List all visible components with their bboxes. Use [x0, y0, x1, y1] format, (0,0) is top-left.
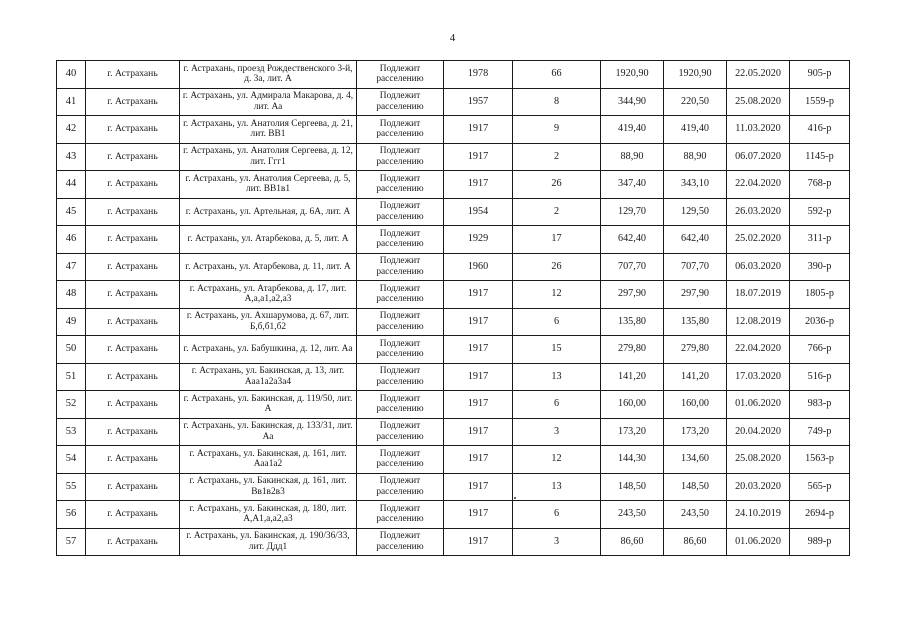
address-cell: г. Астрахань, ул. Бакинская, д. 161, лит. Ааа1а2 [180, 446, 357, 474]
living-area-cell: 129,50 [664, 198, 727, 226]
address-cell: г. Астрахань, ул. Бакинская, д. 119/50, лит. А [180, 391, 357, 419]
address-cell: г. Астрахань, ул. Бакинская, д. 190/36/33, лит. Ддд1 [180, 528, 357, 556]
year-built-cell: 1917 [444, 363, 513, 391]
residents-cell: 13 [513, 473, 601, 501]
total-area-cell: 642,40 [601, 226, 664, 254]
living-area-cell: 297,90 [664, 281, 727, 309]
address-cell: г. Астрахань, ул. Атарбекова, д. 11, лит. А [180, 253, 357, 281]
row-number: 54 [57, 446, 86, 474]
city-cell: г. Астрахань [86, 61, 180, 89]
year-built-cell: 1917 [444, 308, 513, 336]
address-cell: г. Астрахань, ул. Анатолия Сергеева, д. 21, лит. ВВ1 [180, 116, 357, 144]
total-area-cell: 148,50 [601, 473, 664, 501]
total-area-cell: 173,20 [601, 418, 664, 446]
table-row [57, 528, 850, 556]
status-cell: Подлежит расселению [357, 308, 444, 336]
row-number: 53 [57, 418, 86, 446]
order-number-cell: 1145-р [790, 143, 850, 171]
address-cell: г. Астрахань, ул. Бабушкина, д. 12, лит. Аа [180, 336, 357, 364]
year-built-cell: 1917 [444, 473, 513, 501]
year-built-cell: 1917 [444, 171, 513, 199]
total-area-cell: 347,40 [601, 171, 664, 199]
table-row [57, 446, 850, 474]
decision-date-cell: 26.03.2020 [727, 198, 790, 226]
housing-registry-table [56, 60, 850, 556]
status-cell: Подлежит расселению [357, 418, 444, 446]
status-cell: Подлежит расселению [357, 198, 444, 226]
decision-date-cell: 22.04.2020 [727, 171, 790, 199]
living-area-cell: 343,10 [664, 171, 727, 199]
living-area-cell: 141,20 [664, 363, 727, 391]
decision-date-cell: 20.04.2020 [727, 418, 790, 446]
table-row [57, 501, 850, 529]
scan-speck [514, 497, 516, 499]
table-row [57, 88, 850, 116]
year-built-cell: 1917 [444, 501, 513, 529]
table-row [57, 363, 850, 391]
decision-date-cell: 25.08.2020 [727, 446, 790, 474]
address-cell: г. Астрахань, ул. Бакинская, д. 161, лит. Вв1в2в3 [180, 473, 357, 501]
decision-date-cell: 06.07.2020 [727, 143, 790, 171]
city-cell: г. Астрахань [86, 363, 180, 391]
order-number-cell: 516-р [790, 363, 850, 391]
decision-date-cell: 22.04.2020 [727, 336, 790, 364]
decision-date-cell: 22.05.2020 [727, 61, 790, 89]
residents-cell: 3 [513, 418, 601, 446]
living-area-cell: 243,50 [664, 501, 727, 529]
table-row [57, 116, 850, 144]
row-number: 41 [57, 88, 86, 116]
order-number-cell: 1559-р [790, 88, 850, 116]
living-area-cell: 173,20 [664, 418, 727, 446]
residents-cell: 15 [513, 336, 601, 364]
order-number-cell: 749-р [790, 418, 850, 446]
order-number-cell: 1563-р [790, 446, 850, 474]
decision-date-cell: 11.03.2020 [727, 116, 790, 144]
residents-cell: 6 [513, 501, 601, 529]
address-cell: г. Астрахань, ул. Бакинская, д. 133/31, лит. Аа [180, 418, 357, 446]
table-row [57, 308, 850, 336]
decision-date-cell: 25.02.2020 [727, 226, 790, 254]
living-area-cell: 419,40 [664, 116, 727, 144]
address-cell: г. Астрахань, ул. Анатолия Сергеева, д. 5, лит. ВВ1в1 [180, 171, 357, 199]
city-cell: г. Астрахань [86, 418, 180, 446]
city-cell: г. Астрахань [86, 281, 180, 309]
row-number: 50 [57, 336, 86, 364]
city-cell: г. Астрахань [86, 336, 180, 364]
residents-cell: 17 [513, 226, 601, 254]
row-number: 55 [57, 473, 86, 501]
order-number-cell: 565-р [790, 473, 850, 501]
living-area-cell: 1920,90 [664, 61, 727, 89]
table-row [57, 391, 850, 419]
residents-cell: 6 [513, 308, 601, 336]
row-number: 46 [57, 226, 86, 254]
residents-cell: 66 [513, 61, 601, 89]
address-cell: г. Астрахань, ул. Артельная, д. 6А, лит. А [180, 198, 357, 226]
table-row [57, 226, 850, 254]
status-cell: Подлежит расселению [357, 143, 444, 171]
status-cell: Подлежит расселению [357, 528, 444, 556]
decision-date-cell: 06.03.2020 [727, 253, 790, 281]
order-number-cell: 311-р [790, 226, 850, 254]
total-area-cell: 129,70 [601, 198, 664, 226]
year-built-cell: 1917 [444, 281, 513, 309]
row-number: 49 [57, 308, 86, 336]
residents-cell: 13 [513, 363, 601, 391]
order-number-cell: 592-р [790, 198, 850, 226]
residents-cell: 2 [513, 143, 601, 171]
total-area-cell: 243,50 [601, 501, 664, 529]
total-area-cell: 88,90 [601, 143, 664, 171]
city-cell: г. Астрахань [86, 171, 180, 199]
order-number-cell: 2036-р [790, 308, 850, 336]
city-cell: г. Астрахань [86, 308, 180, 336]
order-number-cell: 768-р [790, 171, 850, 199]
year-built-cell: 1978 [444, 61, 513, 89]
residents-cell: 8 [513, 88, 601, 116]
year-built-cell: 1917 [444, 528, 513, 556]
page-number: 4 [449, 32, 456, 44]
address-cell: г. Астрахань, ул. Атарбекова, д. 17, лит. А,а,а1,а2,а3 [180, 281, 357, 309]
total-area-cell: 297,90 [601, 281, 664, 309]
city-cell: г. Астрахань [86, 226, 180, 254]
table-row [57, 198, 850, 226]
residents-cell: 26 [513, 171, 601, 199]
row-number: 44 [57, 171, 86, 199]
status-cell: Подлежит расселению [357, 473, 444, 501]
year-built-cell: 1917 [444, 336, 513, 364]
decision-date-cell: 17.03.2020 [727, 363, 790, 391]
row-number: 42 [57, 116, 86, 144]
address-cell: г. Астрахань, ул. Бакинская, д. 180, лит. А,А1,а,а2,а3 [180, 501, 357, 529]
city-cell: г. Астрахань [86, 143, 180, 171]
decision-date-cell: 25.08.2020 [727, 88, 790, 116]
year-built-cell: 1917 [444, 143, 513, 171]
table-row [57, 281, 850, 309]
total-area-cell: 419,40 [601, 116, 664, 144]
status-cell: Подлежит расселению [357, 253, 444, 281]
decision-date-cell: 20.03.2020 [727, 473, 790, 501]
city-cell: г. Астрахань [86, 473, 180, 501]
table-row [57, 473, 850, 501]
status-cell: Подлежит расселению [357, 391, 444, 419]
year-built-cell: 1957 [444, 88, 513, 116]
living-area-cell: 135,80 [664, 308, 727, 336]
total-area-cell: 344,90 [601, 88, 664, 116]
city-cell: г. Астрахань [86, 501, 180, 529]
table-row [57, 253, 850, 281]
living-area-cell: 86,60 [664, 528, 727, 556]
table-row [57, 336, 850, 364]
status-cell: Подлежит расселению [357, 226, 444, 254]
order-number-cell: 989-р [790, 528, 850, 556]
residents-cell: 26 [513, 253, 601, 281]
total-area-cell: 86,60 [601, 528, 664, 556]
row-number: 43 [57, 143, 86, 171]
year-built-cell: 1929 [444, 226, 513, 254]
row-number: 57 [57, 528, 86, 556]
living-area-cell: 220,50 [664, 88, 727, 116]
status-cell: Подлежит расселению [357, 61, 444, 89]
total-area-cell: 279,80 [601, 336, 664, 364]
residents-cell: 12 [513, 281, 601, 309]
row-number: 56 [57, 501, 86, 529]
total-area-cell: 160,00 [601, 391, 664, 419]
total-area-cell: 135,80 [601, 308, 664, 336]
decision-date-cell: 01.06.2020 [727, 528, 790, 556]
living-area-cell: 279,80 [664, 336, 727, 364]
decision-date-cell: 24.10.2019 [727, 501, 790, 529]
total-area-cell: 141,20 [601, 363, 664, 391]
order-number-cell: 1805-р [790, 281, 850, 309]
living-area-cell: 707,70 [664, 253, 727, 281]
row-number: 40 [57, 61, 86, 89]
address-cell: г. Астрахань, ул. Адмирала Макарова, д. 4, лит. Аа [180, 88, 357, 116]
table-body [57, 61, 850, 556]
city-cell: г. Астрахань [86, 88, 180, 116]
status-cell: Подлежит расселению [357, 116, 444, 144]
row-number: 47 [57, 253, 86, 281]
residents-cell: 9 [513, 116, 601, 144]
city-cell: г. Астрахань [86, 391, 180, 419]
residents-cell: 12 [513, 446, 601, 474]
row-number: 51 [57, 363, 86, 391]
city-cell: г. Астрахань [86, 116, 180, 144]
city-cell: г. Астрахань [86, 528, 180, 556]
table-row [57, 418, 850, 446]
year-built-cell: 1917 [444, 446, 513, 474]
order-number-cell: 416-р [790, 116, 850, 144]
address-cell: г. Астрахань, ул. Атарбекова, д. 5, лит. А [180, 226, 357, 254]
address-cell: г. Астрахань, ул. Ахшарумова, д. 67, лит. Б,б,б1,б2 [180, 308, 357, 336]
city-cell: г. Астрахань [86, 446, 180, 474]
decision-date-cell: 12.08.2019 [727, 308, 790, 336]
residents-cell: 6 [513, 391, 601, 419]
status-cell: Подлежит расселению [357, 363, 444, 391]
residents-cell: 3 [513, 528, 601, 556]
order-number-cell: 390-р [790, 253, 850, 281]
total-area-cell: 144,30 [601, 446, 664, 474]
status-cell: Подлежит расселению [357, 501, 444, 529]
order-number-cell: 905-р [790, 61, 850, 89]
living-area-cell: 642,40 [664, 226, 727, 254]
table-row [57, 143, 850, 171]
living-area-cell: 148,50 [664, 473, 727, 501]
row-number: 48 [57, 281, 86, 309]
living-area-cell: 160,00 [664, 391, 727, 419]
residents-cell: 2 [513, 198, 601, 226]
status-cell: Подлежит расселению [357, 88, 444, 116]
decision-date-cell: 01.06.2020 [727, 391, 790, 419]
living-area-cell: 134,60 [664, 446, 727, 474]
order-number-cell: 766-р [790, 336, 850, 364]
address-cell: г. Астрахань, проезд Рождественского 3-й, д. 3а, лит. А [180, 61, 357, 89]
city-cell: г. Астрахань [86, 253, 180, 281]
status-cell: Подлежит расселению [357, 171, 444, 199]
total-area-cell: 707,70 [601, 253, 664, 281]
year-built-cell: 1917 [444, 391, 513, 419]
living-area-cell: 88,90 [664, 143, 727, 171]
status-cell: Подлежит расселению [357, 281, 444, 309]
table-row [57, 61, 850, 89]
row-number: 45 [57, 198, 86, 226]
address-cell: г. Астрахань, ул. Анатолия Сергеева, д. 12, лит. Ггг1 [180, 143, 357, 171]
order-number-cell: 983-р [790, 391, 850, 419]
year-built-cell: 1917 [444, 418, 513, 446]
order-number-cell: 2694-р [790, 501, 850, 529]
status-cell: Подлежит расселению [357, 446, 444, 474]
status-cell: Подлежит расселению [357, 336, 444, 364]
year-built-cell: 1960 [444, 253, 513, 281]
city-cell: г. Астрахань [86, 198, 180, 226]
table-row [57, 171, 850, 199]
row-number: 52 [57, 391, 86, 419]
year-built-cell: 1917 [444, 116, 513, 144]
address-cell: г. Астрахань, ул. Бакинская, д. 13, лит. Ааа1а2а3а4 [180, 363, 357, 391]
total-area-cell: 1920,90 [601, 61, 664, 89]
decision-date-cell: 18.07.2019 [727, 281, 790, 309]
year-built-cell: 1954 [444, 198, 513, 226]
